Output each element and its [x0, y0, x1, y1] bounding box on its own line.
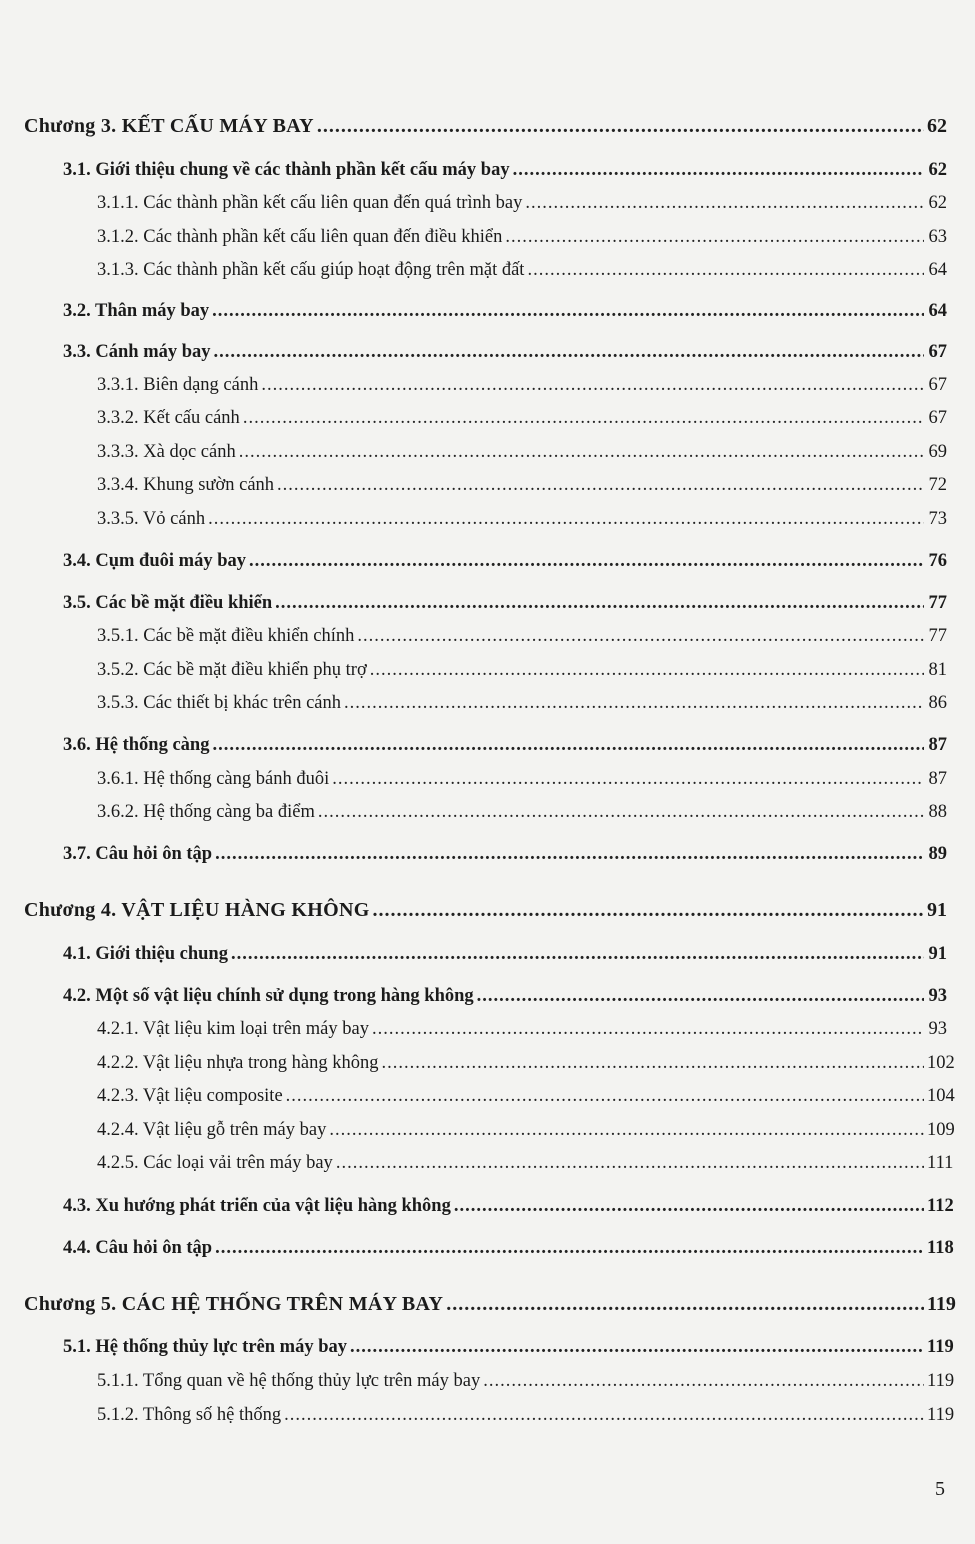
- toc-entry-title: 3.5. Các bề mặt điều khiển: [63, 593, 273, 613]
- toc-chapter-entry: [24, 113, 947, 139]
- toc-entry-title: 3.5.1. Các bề mặt điều khiển chính: [97, 626, 355, 646]
- toc-section-entry: [63, 298, 947, 324]
- dot-leader: [483, 1368, 924, 1394]
- toc-sub-entry: [97, 372, 947, 398]
- dot-leader: [318, 799, 924, 825]
- dot-leader: [373, 897, 924, 923]
- dot-leader: [261, 372, 924, 398]
- toc-entry-title: 3.3.2. Kết cấu cánh: [97, 408, 240, 428]
- toc-entry-title: 3.3.5. Vỏ cánh: [97, 509, 206, 529]
- dot-leader: [239, 439, 924, 465]
- toc-sub-entry: [97, 657, 947, 683]
- toc-entry-title: 5.1.1. Tổng quan về hệ thống thủy lực trên máy bay: [97, 1371, 481, 1391]
- toc-sub-entry: [97, 690, 947, 716]
- toc-entry-page: 73: [928, 509, 947, 529]
- toc-entry-page: 67: [928, 342, 947, 362]
- toc-sub-entry: [97, 1402, 955, 1428]
- toc-entry-page: 86: [928, 693, 947, 713]
- dot-leader: [208, 506, 924, 532]
- toc-entry-title: 3.4. Cụm đuôi máy bay: [63, 551, 246, 571]
- toc-entry-page: 112: [927, 1196, 954, 1216]
- toc-entry-title: 3.6.2. Hệ thống càng ba điểm: [97, 802, 315, 822]
- toc-section-entry: [63, 548, 947, 574]
- toc-entry-title: 4.2. Một số vật liệu chính sử dụng trong hàng không: [63, 986, 474, 1006]
- dot-leader: [527, 257, 924, 283]
- toc-entry-page: 72: [928, 475, 947, 495]
- dot-leader: [332, 766, 924, 792]
- toc-entry-title: 4.2.3. Vật liệu composite: [97, 1086, 283, 1106]
- toc-sub-entry: [97, 1150, 954, 1176]
- dot-leader: [382, 1050, 925, 1076]
- toc-entry-title: 3.5.3. Các thiết bị khác trên cánh: [97, 693, 342, 713]
- dot-leader: [372, 1016, 924, 1042]
- toc-sub-entry: [97, 1050, 955, 1076]
- dot-leader: [336, 1150, 924, 1176]
- toc-sub-entry: [97, 257, 947, 283]
- toc-section-entry: [63, 983, 947, 1009]
- dot-leader: [284, 1402, 924, 1428]
- toc-entry-title: Chương 3. KẾT CẤU MÁY BAY: [24, 115, 314, 137]
- toc-entry-title: 3.6. Hệ thống càng: [63, 735, 210, 755]
- dot-leader: [446, 1291, 924, 1317]
- toc-section-entry: [63, 1334, 954, 1360]
- dot-leader: [317, 113, 924, 139]
- toc-entry-page: 69: [928, 442, 947, 462]
- dot-leader: [286, 1083, 924, 1109]
- toc-entry-page: 118: [927, 1238, 954, 1258]
- toc-sub-entry: [97, 799, 947, 825]
- dot-leader: [357, 623, 924, 649]
- dot-leader: [215, 841, 924, 867]
- toc-sub-entry: [97, 506, 947, 532]
- toc-section-entry: [63, 1235, 954, 1261]
- toc-entry-title: 4.2.1. Vật liệu kim loại trên máy bay: [97, 1019, 369, 1039]
- toc-sub-entry: [97, 1368, 955, 1394]
- toc-entry-page: 87: [928, 735, 947, 755]
- toc-chapter-entry: [24, 897, 947, 923]
- toc-entry-page: 93: [928, 1019, 947, 1039]
- dot-leader: [525, 190, 924, 216]
- toc-entry-page: 63: [928, 227, 947, 247]
- toc-chapter-entry: [24, 1291, 956, 1317]
- toc-entry-page: 62: [928, 160, 947, 180]
- dot-leader: [243, 405, 924, 431]
- toc-entry-page: 119: [927, 1405, 955, 1425]
- toc-sub-entry: [97, 766, 947, 792]
- toc-entry-page: 102: [927, 1053, 955, 1073]
- toc-entry-title: 4.3. Xu hướng phát triển của vật liệu hàng không: [63, 1196, 451, 1216]
- toc-entry-title: 5.1.2. Thông số hệ thống: [97, 1405, 282, 1425]
- toc-entry-title: 3.6.1. Hệ thống càng bánh đuôi: [97, 769, 330, 789]
- dot-leader: [505, 224, 924, 250]
- dot-leader: [231, 941, 924, 967]
- dot-leader: [370, 657, 924, 683]
- toc-entry-title: 3.1. Giới thiệu chung về các thành phần kết cấu máy bay: [63, 160, 510, 180]
- toc-entry-page: 77: [928, 626, 947, 646]
- toc-entry-title: 4.2.2. Vật liệu nhựa trong hàng không: [97, 1053, 379, 1073]
- toc-entry-title: 3.1.1. Các thành phần kết cấu liên quan đến quá trình bay: [97, 193, 523, 213]
- toc-entry-page: 89: [928, 844, 947, 864]
- toc-entry-title: 4.2.4. Vật liệu gỗ trên máy bay: [97, 1120, 327, 1140]
- dot-leader: [513, 157, 924, 183]
- toc-sub-entry: [97, 224, 947, 250]
- toc-entry-page: 87: [928, 769, 947, 789]
- toc-entry-title: 3.7. Câu hỏi ôn tập: [63, 844, 213, 864]
- dot-leader: [277, 472, 924, 498]
- dot-leader: [350, 1334, 924, 1360]
- toc-entry-title: 3.1.3. Các thành phần kết cấu giúp hoạt động trên mặt đất: [97, 260, 525, 280]
- toc-entry-page: 62: [928, 193, 947, 213]
- toc-entry-title: 3.1.2. Các thành phần kết cấu liên quan đến điều khiển: [97, 227, 503, 247]
- toc-section-entry: [63, 941, 947, 967]
- toc-entry-page: 111: [927, 1153, 954, 1173]
- page-number: 5: [935, 1478, 945, 1500]
- toc-entry-page: 91: [927, 899, 947, 921]
- toc-entry-page: 91: [928, 944, 947, 964]
- toc-section-entry: [63, 841, 947, 867]
- toc-entry-page: 67: [928, 375, 947, 395]
- dot-leader: [329, 1117, 924, 1143]
- toc-sub-entry: [97, 1117, 955, 1143]
- toc-section-entry: [63, 590, 947, 616]
- dot-leader: [215, 1235, 924, 1261]
- toc-entry-page: 62: [927, 115, 947, 137]
- toc-entry-title: 3.3.3. Xà dọc cánh: [97, 442, 236, 462]
- toc-entry-title: 4.1. Giới thiệu chung: [63, 944, 228, 964]
- toc-section-entry: [63, 732, 947, 758]
- dot-leader: [249, 548, 924, 574]
- toc-entry-title: Chương 5. CÁC HỆ THỐNG TRÊN MÁY BAY: [24, 1293, 444, 1315]
- toc-section-entry: [63, 157, 947, 183]
- toc-section-entry: [63, 1193, 954, 1219]
- dot-leader: [275, 590, 924, 616]
- toc-sub-entry: [97, 405, 947, 431]
- dot-leader: [214, 339, 924, 365]
- toc-entry-page: 109: [927, 1120, 955, 1140]
- toc-entry-page: 88: [928, 802, 947, 822]
- toc-sub-entry: [97, 1083, 955, 1109]
- toc-entry-page: 104: [927, 1086, 955, 1106]
- toc-section-entry: [63, 339, 947, 365]
- toc-entry-page: 119: [927, 1337, 954, 1357]
- toc-sub-entry: [97, 472, 947, 498]
- dot-leader: [344, 690, 924, 716]
- toc-entry-page: 81: [928, 660, 947, 680]
- toc-entry-page: 93: [928, 986, 947, 1006]
- toc-entry-page: 119: [927, 1293, 956, 1315]
- toc-entry-title: 3.3. Cánh máy bay: [63, 342, 211, 362]
- toc-entry-page: 77: [928, 593, 947, 613]
- toc-sub-entry: [97, 623, 947, 649]
- toc-entry-title: 4.4. Câu hỏi ôn tập: [63, 1238, 213, 1258]
- toc-sub-entry: [97, 1016, 947, 1042]
- toc-entry-title: 3.2. Thân máy bay: [63, 301, 210, 321]
- toc-entry-title: 5.1. Hệ thống thủy lực trên máy bay: [63, 1337, 347, 1357]
- dot-leader: [454, 1193, 924, 1219]
- dot-leader: [212, 298, 924, 324]
- toc-entry-page: 119: [927, 1371, 955, 1391]
- toc-entry-title: Chương 4. VẬT LIỆU HÀNG KHÔNG: [24, 899, 370, 921]
- toc-entry-page: 64: [928, 301, 947, 321]
- toc-entry-title: 3.5.2. Các bề mặt điều khiển phụ trợ: [97, 660, 367, 680]
- toc-sub-entry: [97, 190, 947, 216]
- toc-sub-entry: [97, 439, 947, 465]
- toc-entry-title: 3.3.4. Khung sườn cánh: [97, 475, 275, 495]
- toc-entry-title: 3.3.1. Biên dạng cánh: [97, 375, 259, 395]
- toc-entry-page: 67: [928, 408, 947, 428]
- dot-leader: [212, 732, 924, 758]
- dot-leader: [477, 983, 924, 1009]
- toc-entry-page: 76: [928, 551, 947, 571]
- toc-entry-page: 64: [928, 260, 947, 280]
- toc-entry-title: 4.2.5. Các loại vải trên máy bay: [97, 1153, 333, 1173]
